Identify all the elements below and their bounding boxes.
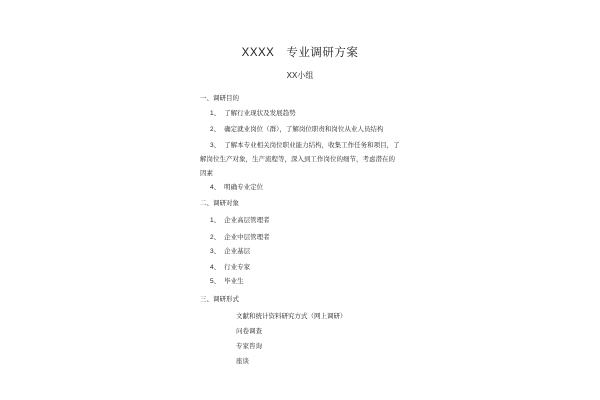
list-item	[210, 109, 296, 118]
list-item	[210, 216, 270, 225]
item-text: 了解本专业相关岗位职业能力结构，收集工作任务和项目，了	[224, 141, 400, 149]
section-heading-purpose: 一、调研目的	[200, 94, 239, 102]
item-number: 3、	[210, 142, 221, 149]
section-heading-forms: 三、调研形式	[200, 295, 239, 303]
list-item	[210, 183, 263, 192]
title-code: XXXX	[241, 47, 275, 59]
item-text: 企业基层	[224, 247, 251, 255]
list-item: 专家咨询	[236, 342, 262, 350]
list-item: 座谈	[236, 357, 249, 365]
item-continuation: 因素	[200, 169, 213, 177]
list-item: 问卷调查	[236, 327, 262, 335]
list-item	[210, 277, 244, 286]
item-text: 毕业生	[224, 277, 244, 285]
item-text: 了解行业现状及发展趋势	[224, 109, 296, 117]
list-item	[210, 247, 250, 256]
item-text: 确定就业岗位（群），了解岗位职责和岗位从业人员结构	[224, 125, 384, 133]
item-number: 2、	[210, 126, 221, 133]
item-text: 企业中层管理者	[224, 233, 270, 241]
item-number: 4、	[210, 264, 221, 271]
document-title	[0, 44, 600, 60]
title-text: 专业调研方案	[286, 45, 359, 59]
document-subtitle	[0, 70, 600, 81]
subtitle-text: 小组	[297, 71, 314, 80]
list-item	[210, 125, 383, 134]
item-number: 4、	[210, 184, 221, 191]
item-number: 1、	[210, 217, 221, 224]
item-number: 5、	[210, 278, 221, 285]
list-item	[210, 263, 250, 272]
list-item	[210, 141, 400, 150]
item-continuation: 解岗位生产对象，生产流程等，深入到工作岗位的细节，考虑潜在的	[200, 155, 395, 163]
subtitle-latin: XX	[286, 71, 298, 80]
item-text: 行业专家	[224, 263, 251, 271]
section-heading-targets: 二、调研对象	[200, 199, 239, 207]
list-item: 文献和统计资料研究方式（网上调研）	[236, 312, 347, 320]
item-number: 2、	[210, 234, 221, 241]
item-text: 企业高层管理者	[224, 216, 270, 224]
item-number: 1、	[210, 110, 221, 117]
item-number: 3、	[210, 248, 221, 255]
list-item	[210, 233, 270, 242]
item-text: 明确专业定位	[224, 183, 264, 191]
